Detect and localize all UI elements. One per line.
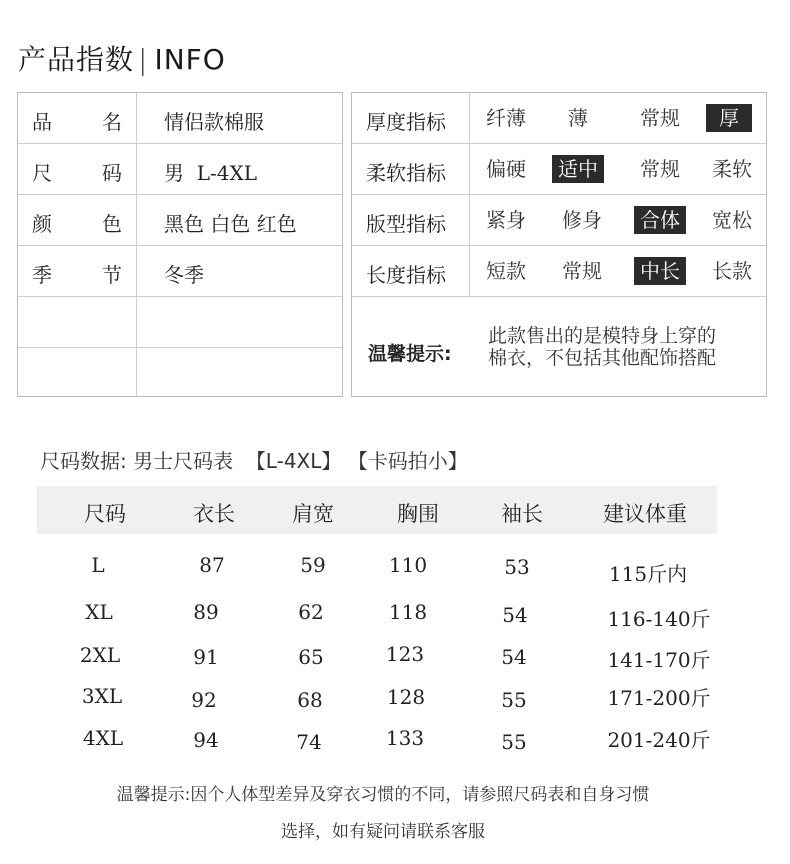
header-cell: 衣长 [193,502,235,526]
header-cell: 建议体重 [603,502,687,526]
page-title [18,38,226,78]
cell-chest: 123 [385,642,425,666]
index-option-selected: 厚 [706,104,752,132]
index-option: 柔软 [712,157,752,181]
index-option-selected: 合体 [634,206,686,234]
cell-shoulder: 62 [298,600,324,624]
cell-size: 3XL [81,684,123,708]
info-key: 尺 码 [32,161,122,185]
title-sub: INFO [154,43,226,76]
index-option: 薄 [568,106,588,130]
index-row-fit [352,195,766,246]
info-row-name [18,93,342,144]
index-label: 柔软指标 [366,161,446,185]
tip-label: 温馨提示: [368,343,452,365]
index-table [351,92,767,397]
index-row-thickness [352,93,766,144]
cell-chest: 118 [388,600,428,624]
cell-shoulder: 68 [297,688,323,712]
cell-length: 87 [199,553,225,577]
index-option: 常规 [640,157,680,181]
cell-chest: 110 [388,553,428,577]
cell-chest: 128 [386,685,426,709]
info-key: 品 名 [32,110,122,134]
index-option: 常规 [562,259,602,283]
index-option: 常规 [640,106,680,130]
cell-shoulder: 59 [300,553,326,577]
cell-sleeve: 55 [501,730,527,754]
index-label: 厚度指标 [366,110,446,134]
info-row-season [18,246,342,297]
info-row-size [18,144,342,195]
cell-size: 2XL [79,643,121,667]
title-main: 产品指数 [18,43,135,76]
header-cell: 尺码 [84,502,126,526]
index-option: 宽松 [712,208,752,232]
cell-sleeve: 54 [502,603,528,627]
cell-weight: 116-140斤 [607,607,711,631]
cell-sleeve: 54 [501,645,527,669]
cell-length: 89 [193,600,219,624]
cell-sleeve: 53 [504,555,530,579]
footnote: 温馨提示:因个人体型差异及穿衣习惯的不同，请参照尺码表和自身习惯 [116,785,650,805]
cell-shoulder: 65 [298,645,324,669]
header-cell: 胸围 [397,502,439,526]
index-option: 紧身 [486,208,526,232]
cell-length: 91 [193,645,219,669]
cell-length: 92 [191,688,217,712]
index-option: 长款 [712,259,752,283]
cell-sleeve: 55 [501,688,527,712]
index-row-softness [352,144,766,195]
info-row-empty [18,348,342,399]
cell-weight: 115斤内 [608,562,688,586]
cell-length: 94 [193,728,219,752]
index-option-selected: 中长 [634,257,686,285]
info-key: 季 节 [32,263,122,287]
info-value-season: 冬季 [164,263,204,287]
cell-weight: 171-200斤 [607,686,711,710]
basic-info-table [17,92,343,397]
cell-weight: 201-240斤 [607,728,711,752]
info-row-color [18,195,342,246]
header-cell: 袖长 [501,502,543,526]
index-option: 纤薄 [486,106,526,130]
info-row-empty [18,297,342,348]
cell-weight: 141-170斤 [607,648,711,672]
info-value-name: 情侣款棉服 [164,110,264,134]
tip-text: 此款售出的是模特身上穿的 棉衣，不包括其他配饰搭配 [488,325,717,369]
index-option: 短款 [486,259,526,283]
info-key: 颜 色 [32,212,122,236]
info-value-size: 男 L-4XL [164,161,257,185]
size-table-header [37,486,717,534]
cell-shoulder: 74 [296,730,322,754]
footnote: 选择，如有疑问请联系客服 [281,822,485,842]
index-option-selected: 适中 [552,155,604,183]
cell-chest: 133 [385,726,425,750]
title-separator: | [138,43,149,76]
cell-size: L [91,553,105,577]
cell-size: 4XL [82,726,124,750]
header-cell: 肩宽 [292,502,334,526]
index-option: 修身 [562,208,602,232]
size-chart-title: 尺码数据: 男士尺码表 【L-4XL】 【卡码拍小】 [40,449,468,473]
info-value-color: 黑色 白色 红色 [164,212,297,236]
index-label: 长度指标 [366,263,446,287]
index-row-length [352,246,766,297]
index-option: 偏硬 [486,157,526,181]
cell-size: XL [85,600,113,624]
index-label: 版型指标 [366,212,446,236]
